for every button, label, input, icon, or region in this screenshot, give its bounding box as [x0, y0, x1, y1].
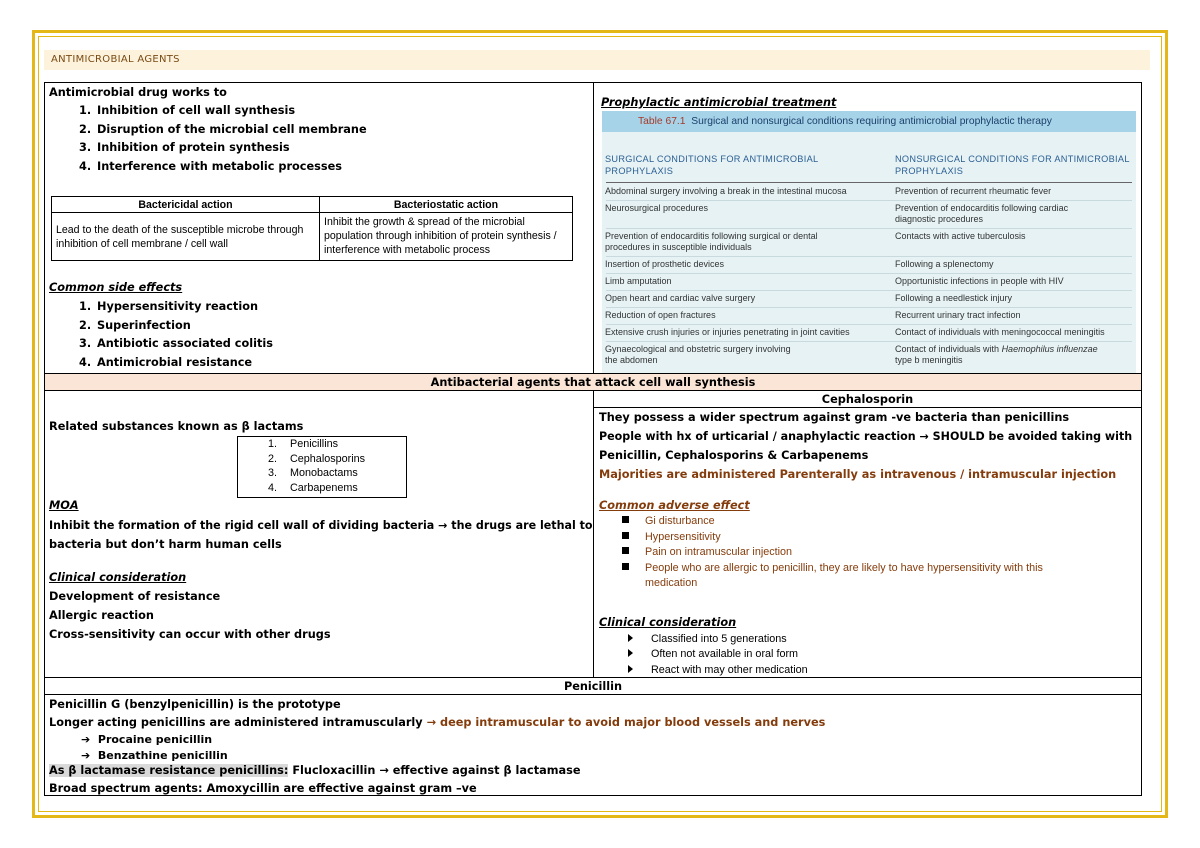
list-item: 4. Interference with metabolic processes: [79, 159, 342, 173]
list-item-continuation: medication: [645, 577, 698, 589]
action-table: [51, 196, 573, 261]
header-rule: [606, 182, 1132, 183]
surgical-header: SURGICAL CONDITIONS FOR ANTIMICROBIAL PROPHYLAXIS: [605, 154, 819, 176]
moa-line-2: bacteria but don’t harm human cells: [49, 538, 282, 551]
surgical-cell: Extensive crush injuries or injuries penetrating in joint cavities: [605, 327, 850, 337]
surgical-cell: Neurosurgical procedures: [605, 203, 709, 213]
clinical-item: Development of resistance: [49, 590, 221, 603]
surgical-cell: Prevention of endocarditis following surgical or dental procedures in susceptible individuals: [605, 231, 818, 252]
list-item: Gi disturbance: [622, 514, 1043, 530]
ceph-line-3: Penicillin, Cephalosporins & Carbapenems: [599, 449, 869, 462]
beta-clinical-title: Clinical consideration: [49, 571, 187, 584]
adverse-title: Common adverse effect: [599, 499, 750, 512]
table-row: [602, 257, 1136, 274]
beta-lactam-list: [237, 436, 407, 498]
penicillin-line-3: As β lactamase resistance penicillins: Flucloxacillin → effective against β lactamase: [49, 764, 581, 777]
surgical-cell: Limb amputation: [605, 276, 672, 286]
table-row: [602, 291, 1136, 308]
surgical-cell: Gynaecological and obstetric surgery involving the abdomen: [605, 344, 791, 365]
nonsurgical-cell: Following a splenectomy: [895, 259, 994, 269]
surgical-cell: Abdominal surgery involving a break in the intestinal mucosa: [605, 186, 847, 196]
nonsurgical-cell: Following a needlestick injury: [895, 293, 1013, 303]
nonsurgical-cell: Contacts with active tuberculosis: [895, 231, 1026, 241]
nonsurgical-cell: Contact of individuals with meningococcal meningitis: [895, 327, 1105, 337]
nonsurgical-cell: Prevention of endocarditis following cardiac diagnostic procedures: [895, 203, 1069, 224]
surgical-cell: Insertion of prosthetic devices: [605, 259, 725, 269]
list-item: Pain on intramuscular injection: [622, 545, 1043, 561]
notes-sheet: [44, 82, 1142, 796]
ceph-line-4: Majorities are administered Parenterally as intravenous / intramuscular injection: [599, 468, 1117, 481]
list-item: 2. Superinfection: [79, 318, 191, 332]
table-cell: Lead to the death of the susceptible microbe through inhibition of cell membrane / cell wall: [52, 213, 320, 261]
list-item: 3. Monobactams: [268, 467, 358, 479]
intro-list: [45, 102, 367, 176]
table-cell: Inhibit the growth & spread of the microbial population through inhibition of protein synthesis / interference with metabolic process: [320, 213, 573, 261]
table-header: Bacteriostatic action: [320, 197, 573, 213]
list-item: 4. Antimicrobial resistance: [79, 355, 253, 369]
adverse-list: [622, 514, 1043, 592]
moa-line-1: Inhibit the formation of the rigid cell wall of dividing bacteria → the drugs are lethal to: [49, 519, 593, 532]
list-item: 1. Penicillins: [268, 438, 339, 450]
clinical-item: Allergic reaction: [49, 609, 154, 622]
penicillin-line-4: Broad spectrum agents: Amoxycillin are effective against gram –ve: [49, 782, 477, 795]
side-effects-list: [45, 298, 273, 372]
penicillin-header: Penicillin: [45, 677, 1141, 695]
beta-lactam-section: [45, 391, 594, 677]
list-item: 3. Antibiotic associated colitis: [79, 337, 273, 351]
moa-title: MOA: [49, 499, 79, 512]
list-item: 3. Inhibition of protein synthesis: [79, 141, 290, 155]
clinical-item: Cross-sensitivity can occur with other drugs: [49, 628, 331, 641]
side-effects-title: Common side effects: [49, 281, 183, 294]
list-item: Often not available in oral form: [628, 647, 808, 662]
list-item: Classified into 5 generations: [628, 632, 808, 647]
surgical-cell: Reduction of open fractures: [605, 310, 716, 320]
cephalosporin-section: [594, 391, 1141, 677]
prophylaxis-title: Prophylactic antimicrobial treatment: [601, 96, 837, 109]
list-item: Hypersensitivity: [622, 530, 1043, 546]
list-item: 1. Hypersensitivity reaction: [79, 300, 258, 313]
table-row: [602, 342, 1136, 370]
list-item: ➔ Procaine penicillin: [81, 733, 213, 746]
penicillin-section: [45, 695, 1141, 795]
nonsurgical-header: NONSURGICAL CONDITIONS FOR ANTIMICROBIAL PROPHYLAXIS: [895, 154, 1130, 176]
list-item: 2. Disruption of the microbial cell membrane: [79, 122, 367, 136]
list-item: 2. Cephalosporins: [268, 452, 366, 465]
penicillin-line-1: Penicillin G (benzylpenicillin) is the prototype: [49, 698, 341, 711]
list-item: 4. Carbapenems: [268, 481, 358, 494]
table-row: [602, 308, 1136, 325]
table-row: [602, 274, 1136, 291]
penicillin-line-2: Longer acting penicillins are administered intramuscularly → deep intramuscular to avoid major blood vessels and nerves: [49, 716, 826, 729]
table-row: [602, 201, 1136, 229]
table-row: [602, 229, 1136, 257]
intro-title: Antimicrobial drug works to: [49, 86, 227, 99]
list-item: 1. Inhibition of cell wall synthesis: [79, 104, 296, 117]
nonsurgical-cell: Prevention of recurrent rheumatic fever: [895, 186, 1052, 196]
nonsurgical-cell: Contact of individuals with Haemophilus influenzae type b meningitis: [895, 344, 1098, 365]
nonsurgical-cell: Recurrent urinary tract infection: [895, 310, 1021, 320]
ceph-line-1: They possess a wider spectrum against gram -ve bacteria than penicillins: [599, 411, 1070, 424]
table-header: Bactericidal action: [52, 197, 320, 213]
ceph-clinical-title: Clinical consideration: [599, 616, 737, 629]
table-row: [602, 325, 1136, 342]
list-item: React with may other medication: [628, 663, 808, 678]
list-item: People who are allergic to penicillin, they are likely to have hypersensitivity with this: [622, 561, 1043, 577]
prophylaxis-table: [602, 111, 1136, 373]
nonsurgical-cell: Opportunistic infections in people with HIV: [895, 276, 1064, 286]
cephalosporin-header: Cephalosporin: [594, 391, 1141, 408]
table-caption: Table 67.1 Surgical and nonsurgical conditions requiring antimicrobial prophylactic therapy: [602, 111, 1136, 132]
beta-lactam-related: Related substances known as β lactams: [49, 420, 304, 433]
intro-section: [45, 83, 594, 373]
list-item: ➔ Benzathine penicillin: [81, 749, 228, 762]
ceph-line-2: People with hx of urticarial / anaphylactic reaction → SHOULD be avoided taking with: [599, 430, 1133, 443]
cell-wall-header: Antibacterial agents that attack cell wall synthesis: [45, 373, 1141, 391]
ceph-clinical-list: [628, 632, 808, 678]
table-row: [602, 184, 1136, 201]
surgical-cell: Open heart and cardiac valve surgery: [605, 293, 756, 303]
page-heading: ANTIMICROBIAL AGENTS: [44, 50, 1150, 70]
